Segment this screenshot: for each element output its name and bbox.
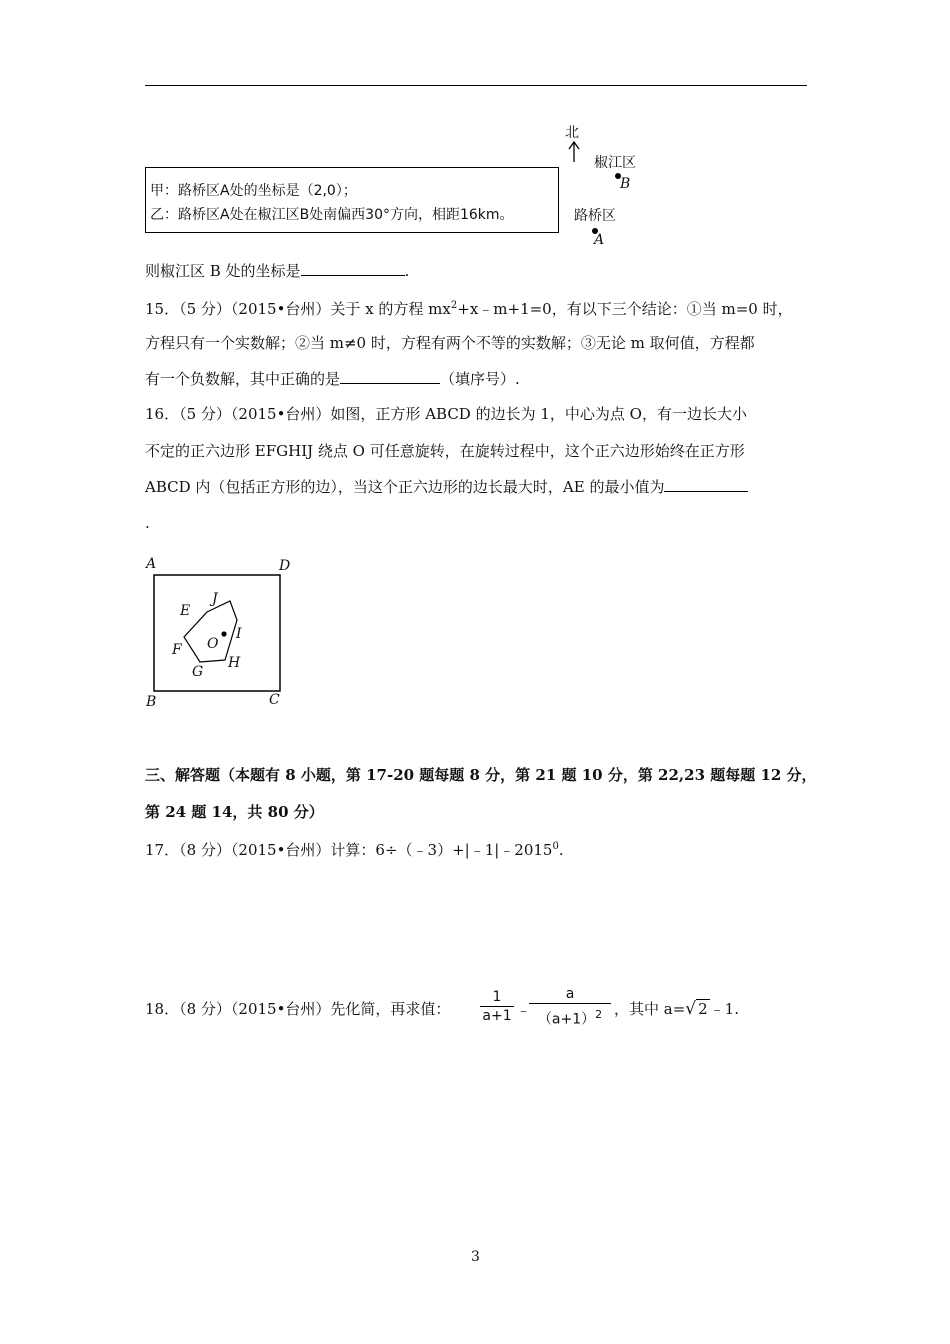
label-o: O xyxy=(207,636,219,652)
q15-superscript: 2 xyxy=(450,300,458,311)
q18-condition xyxy=(614,999,739,1019)
condition-line-1: 甲：路桥区A处的坐标是（2,0）； xyxy=(150,183,357,199)
q16-line-2: 不定的正六边形 EFGHIJ 绕点 O 可任意旋转，在旋转过程中，这个正六边形始终在正方形 xyxy=(145,442,745,460)
q16-answer-blank[interactable] xyxy=(664,477,748,492)
condition-line-2: 乙：路桥区A处在椒江区B处南偏西30°方向，相距16km。 xyxy=(150,207,514,223)
fraction-2-denominator xyxy=(529,1003,611,1031)
label-a: A xyxy=(146,556,157,572)
label-j: J xyxy=(212,591,218,607)
label-c: C xyxy=(269,692,280,708)
minus-sign: ﹣ xyxy=(516,1001,532,1019)
fraction-2-numerator: a xyxy=(565,986,575,1002)
square-hexagon-figure xyxy=(140,555,310,715)
q14-answer-blank[interactable] xyxy=(301,261,405,276)
north-arrow-icon xyxy=(566,140,582,164)
fraction-1 xyxy=(480,988,514,1025)
label-i: I xyxy=(236,626,242,642)
q16-line-3 xyxy=(145,477,748,497)
q18-condition-text: ，其中 a= xyxy=(614,1000,686,1018)
q15-text-a: 15．（5 分）（2015•台州）关于 x 的方程 mx xyxy=(145,300,451,318)
fraction-2 xyxy=(529,985,611,1031)
q15-line-1 xyxy=(145,296,793,319)
q15-line-2: 方程只有一个实数解；②当 m≠0 时，方程有两个不等的实数解；③无论 m 取何值，方程都 xyxy=(145,334,755,352)
label-b: B xyxy=(146,694,157,710)
fraction-2-denominator-base: （a+1） xyxy=(537,1011,596,1028)
header-rule xyxy=(145,85,807,86)
q17-superscript: 0 xyxy=(552,841,559,852)
section3-heading-line-2: 第 24 题 14，共 80 分） xyxy=(145,803,324,821)
q14-answer-line xyxy=(145,261,409,281)
fraction-2-exponent: 2 xyxy=(595,1008,603,1021)
point-a-letter: A xyxy=(594,232,605,248)
label-e: E xyxy=(180,603,191,619)
place-b-label: 椒江区 xyxy=(594,155,636,171)
q15-text-d: （填序号）. xyxy=(440,370,520,388)
label-g: G xyxy=(192,664,204,680)
q18-condition-end: ﹣1. xyxy=(709,1000,739,1018)
sqrt-sign-icon: √ xyxy=(685,999,697,1019)
q16-text: ABCD 内（包括正方形的边），当这个正六边形的边长最大时，AE 的最小值为 xyxy=(145,478,665,496)
page-number: 3 xyxy=(471,1249,480,1265)
sqrt-argument: 2 xyxy=(698,1000,708,1018)
q15-line-3 xyxy=(145,369,520,389)
label-f: F xyxy=(172,642,182,658)
section3-heading-line-1: 三、解答题（本题有 8 小题，第 17-20 题每题 8 分，第 21 题 10 分，第 22,23 题每题 12 分， xyxy=(145,766,817,784)
q15-text-c: 有一个负数解，其中正确的是 xyxy=(145,370,341,388)
q16-line-1: 16．（5 分）（2015•台州）如图，正方形 ABCD 的边长为 1，中心为点 O，有一边长大小 xyxy=(145,405,747,423)
q17-line xyxy=(145,837,564,860)
north-label: 北 xyxy=(565,125,579,141)
label-h: H xyxy=(228,655,241,671)
condition-box xyxy=(145,167,559,233)
q18-text: 18．（8 分）（2015•台州）先化简，再求值： xyxy=(145,1000,451,1018)
hexagon-efghij xyxy=(184,601,237,662)
label-d: D xyxy=(279,558,291,574)
q14-text: 则椒江区 B 处的坐标是 xyxy=(145,262,301,280)
fraction-1-numerator: 1 xyxy=(492,989,502,1005)
q17-text: 17．（8 分）（2015•台州）计算：6÷（﹣3）+|﹣1|﹣2015 xyxy=(145,841,553,859)
q17-period: . xyxy=(558,841,564,859)
q14-period: . xyxy=(404,262,410,280)
q16-line-4: . xyxy=(145,514,150,532)
point-b-letter: B xyxy=(620,176,631,192)
q15-answer-blank[interactable] xyxy=(340,369,440,384)
place-a-label: 路桥区 xyxy=(574,208,616,224)
fraction-1-denominator: a+1 xyxy=(480,1006,514,1025)
q15-text-b: +x﹣m+1=0，有以下三个结论：①当 m=0 时， xyxy=(457,300,793,318)
center-point-o xyxy=(221,631,226,636)
